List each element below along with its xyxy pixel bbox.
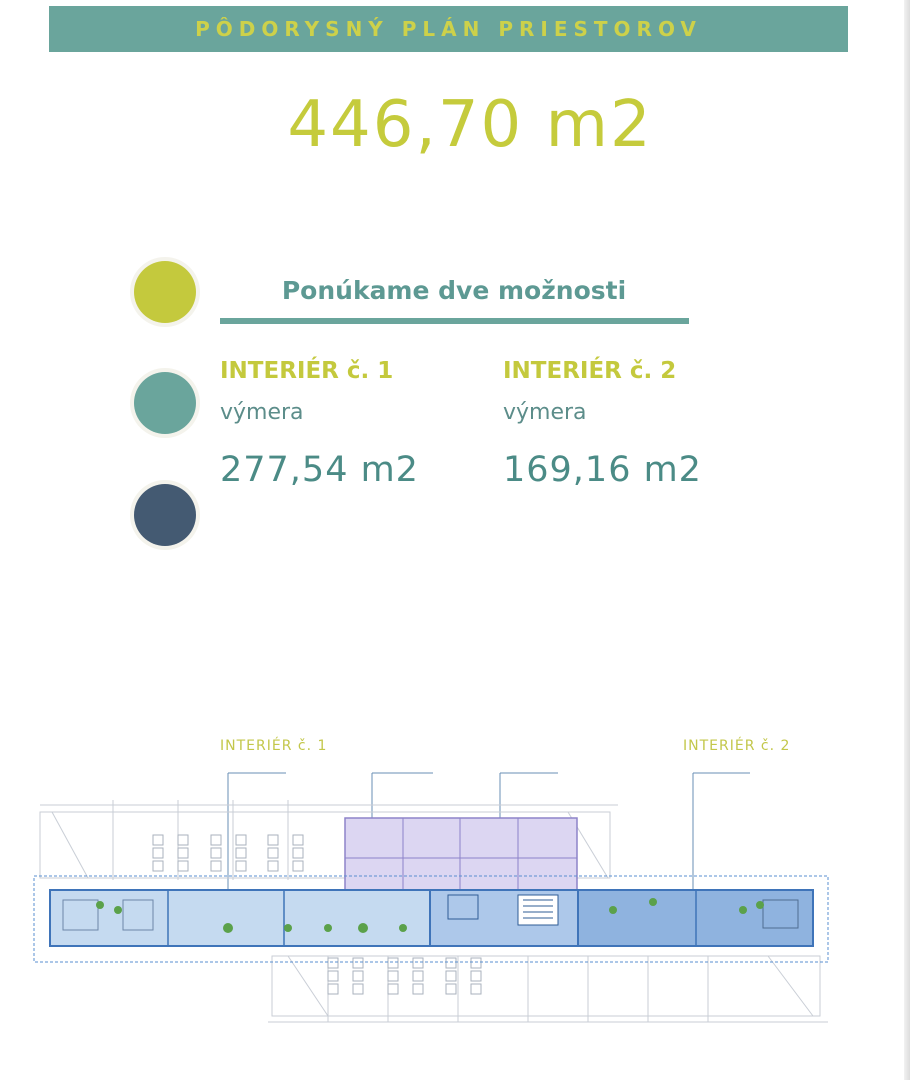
banner-title: PÔDORYSNÝ PLÁN PRIESTOROV bbox=[195, 17, 702, 41]
interior-2-subtitle: výmera bbox=[503, 400, 587, 425]
plan-interior-1 bbox=[50, 890, 430, 946]
navy-dot bbox=[134, 484, 196, 546]
interior-1-area: 277,54 m2 bbox=[220, 450, 419, 490]
offer-heading: Ponúkame dve možnosti bbox=[281, 276, 627, 305]
plan-interior-2 bbox=[578, 890, 813, 946]
plan-label-interior-1: INTERIÉR č. 1 bbox=[220, 738, 328, 754]
plan-label-interior-2: INTERIÉR č. 2 bbox=[683, 738, 791, 754]
interior-1-subtitle: výmera bbox=[220, 400, 304, 425]
header-banner bbox=[49, 6, 848, 52]
lime-dot bbox=[134, 261, 196, 323]
page-edge-shadow bbox=[904, 0, 910, 1080]
offer-underline bbox=[220, 318, 689, 324]
total-area: 446,70 m2 bbox=[287, 88, 653, 162]
plan-core bbox=[430, 890, 578, 946]
teal-dot bbox=[134, 372, 196, 434]
interior-2-title: INTERIÉR č. 2 bbox=[503, 358, 677, 384]
floor-plan bbox=[28, 760, 848, 1060]
plan-purple-rooms bbox=[345, 818, 577, 890]
interior-2-area: 169,16 m2 bbox=[503, 450, 702, 490]
interior-1-title: INTERIÉR č. 1 bbox=[220, 358, 394, 384]
